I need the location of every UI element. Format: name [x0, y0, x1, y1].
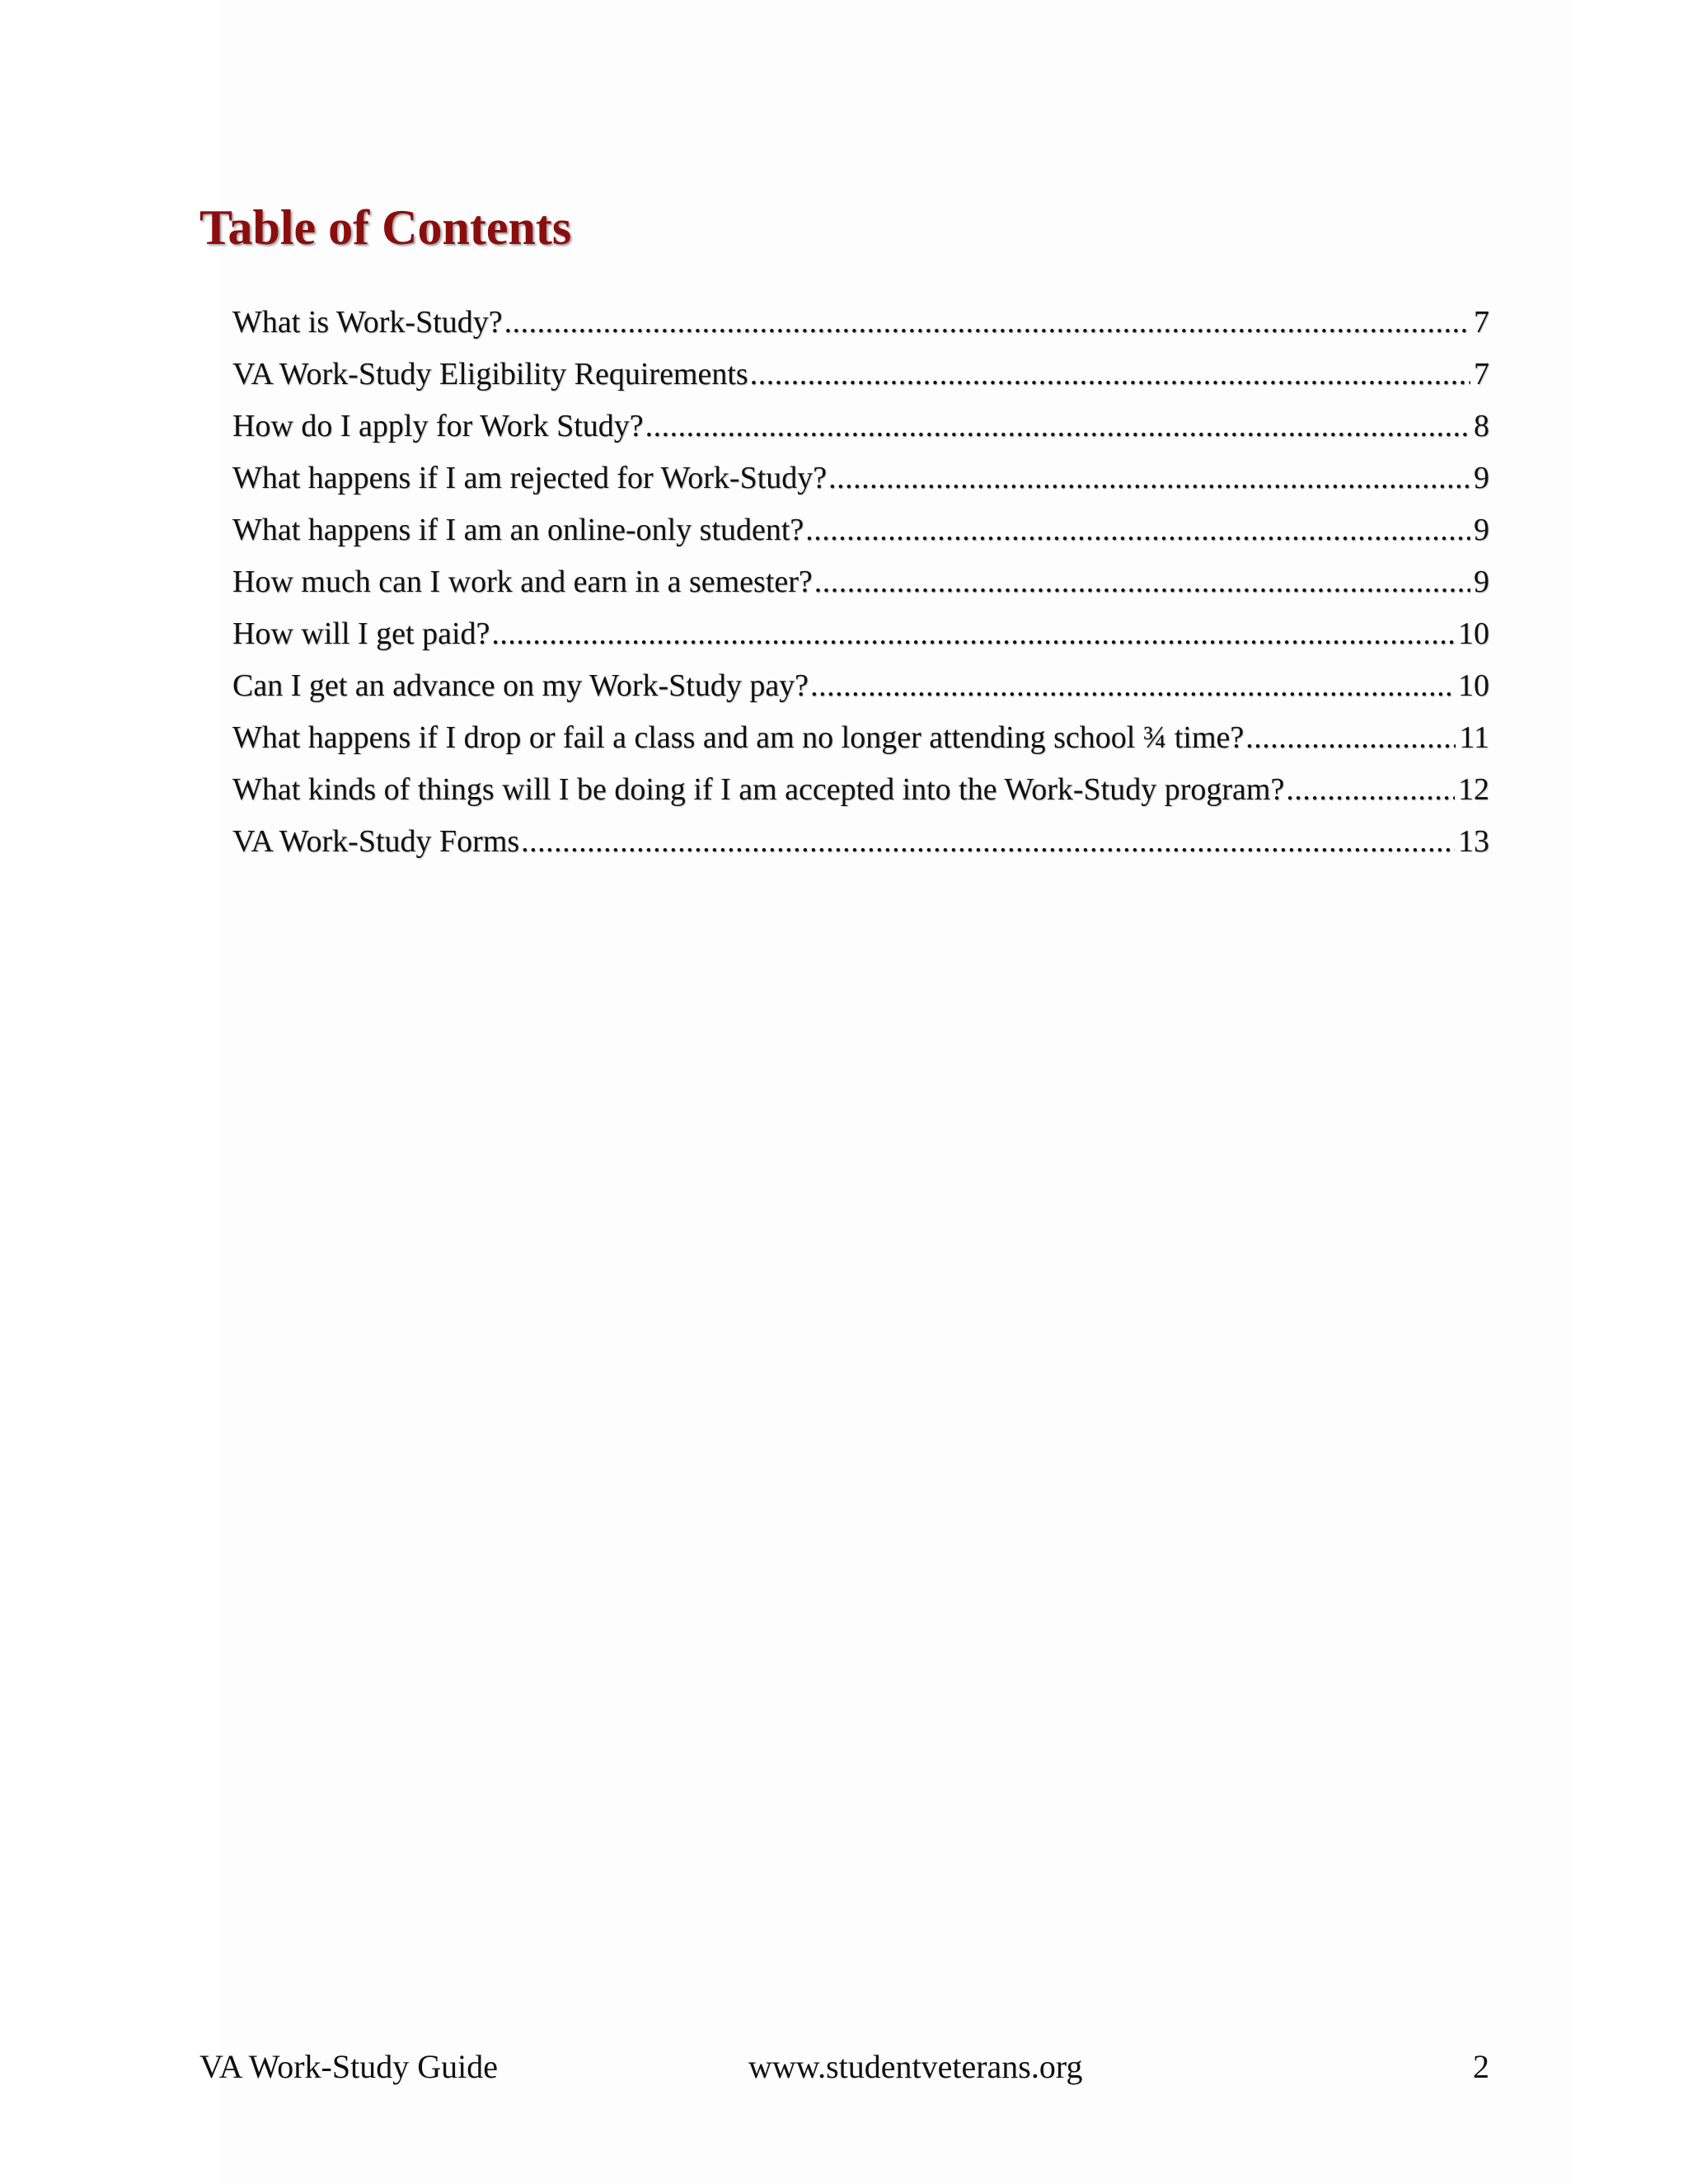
- toc-entry-text: What kinds of things will I be doing if I am accepted into the Work-Study program?: [232, 772, 1285, 807]
- toc-entry-page: 7: [1474, 305, 1489, 340]
- dot-leader: [504, 297, 1470, 349]
- toc-entry-eligibility[interactable]: [232, 349, 1489, 401]
- dot-leader: [1245, 712, 1456, 764]
- toc-entry-page: 9: [1474, 461, 1489, 495]
- toc-entry-kinds-of-things[interactable]: [232, 764, 1489, 816]
- toc-entry-what-is-work-study[interactable]: [232, 297, 1489, 349]
- dot-leader: [521, 816, 1455, 868]
- toc-entry-page: 7: [1474, 357, 1489, 391]
- toc-entry-page: 10: [1458, 616, 1489, 651]
- toc-entry-text: What happens if I drop or fail a class and am no longer attending school ¾ time?: [232, 720, 1245, 755]
- toc-entry-page: 13: [1458, 824, 1489, 859]
- footer-website: www.studentveterans.org: [748, 2048, 1083, 2085]
- dot-leader: [828, 452, 1470, 504]
- toc-entry-online-student[interactable]: [232, 504, 1489, 556]
- toc-entry-page: 8: [1474, 409, 1489, 443]
- toc-entry-text: What happens if I am rejected for Work-Study?: [232, 461, 828, 495]
- toc-entry-page: 10: [1458, 668, 1489, 703]
- toc-entry-page: 9: [1474, 565, 1489, 599]
- toc-entry-text: VA Work-Study Forms: [232, 824, 520, 859]
- toc-entry-text: How do I apply for Work Study?: [232, 409, 644, 443]
- footer-page-number: 2: [1473, 2048, 1489, 2085]
- toc-entry-text: VA Work-Study Eligibility Requirements: [232, 357, 748, 391]
- toc-entry-advance-pay[interactable]: [232, 660, 1489, 712]
- dot-leader: [810, 660, 1455, 712]
- toc-entry-text: What happens if I am an online-only student?: [232, 513, 804, 547]
- table-of-contents: [232, 297, 1489, 868]
- toc-entry-page: 12: [1458, 772, 1489, 807]
- dot-leader: [645, 401, 1470, 452]
- toc-entry-get-paid[interactable]: [232, 608, 1489, 660]
- footer-document-title: VA Work-Study Guide: [199, 2048, 498, 2085]
- dot-leader: [814, 556, 1470, 608]
- toc-entry-page: 9: [1474, 513, 1489, 547]
- toc-entry-text: How much can I work and earn in a semester?: [232, 565, 813, 599]
- toc-entry-text: What is Work-Study?: [232, 305, 503, 340]
- toc-entry-page: 11: [1459, 720, 1489, 755]
- dot-leader: [805, 504, 1470, 556]
- toc-entry-how-to-apply[interactable]: [232, 401, 1489, 452]
- toc-entry-rejected[interactable]: [232, 452, 1489, 504]
- toc-entry-forms[interactable]: [232, 816, 1489, 868]
- toc-entry-drop-or-fail[interactable]: [232, 712, 1489, 764]
- page-title: Table of Contents: [199, 200, 572, 255]
- toc-entry-work-and-earn[interactable]: [232, 556, 1489, 608]
- page-footer: [199, 2042, 1489, 2092]
- dot-leader: [1286, 764, 1455, 816]
- dot-leader: [750, 349, 1470, 401]
- toc-entry-text: Can I get an advance on my Work-Study pay?: [232, 668, 809, 703]
- toc-entry-text: How will I get paid?: [232, 616, 490, 651]
- dot-leader: [491, 608, 1455, 660]
